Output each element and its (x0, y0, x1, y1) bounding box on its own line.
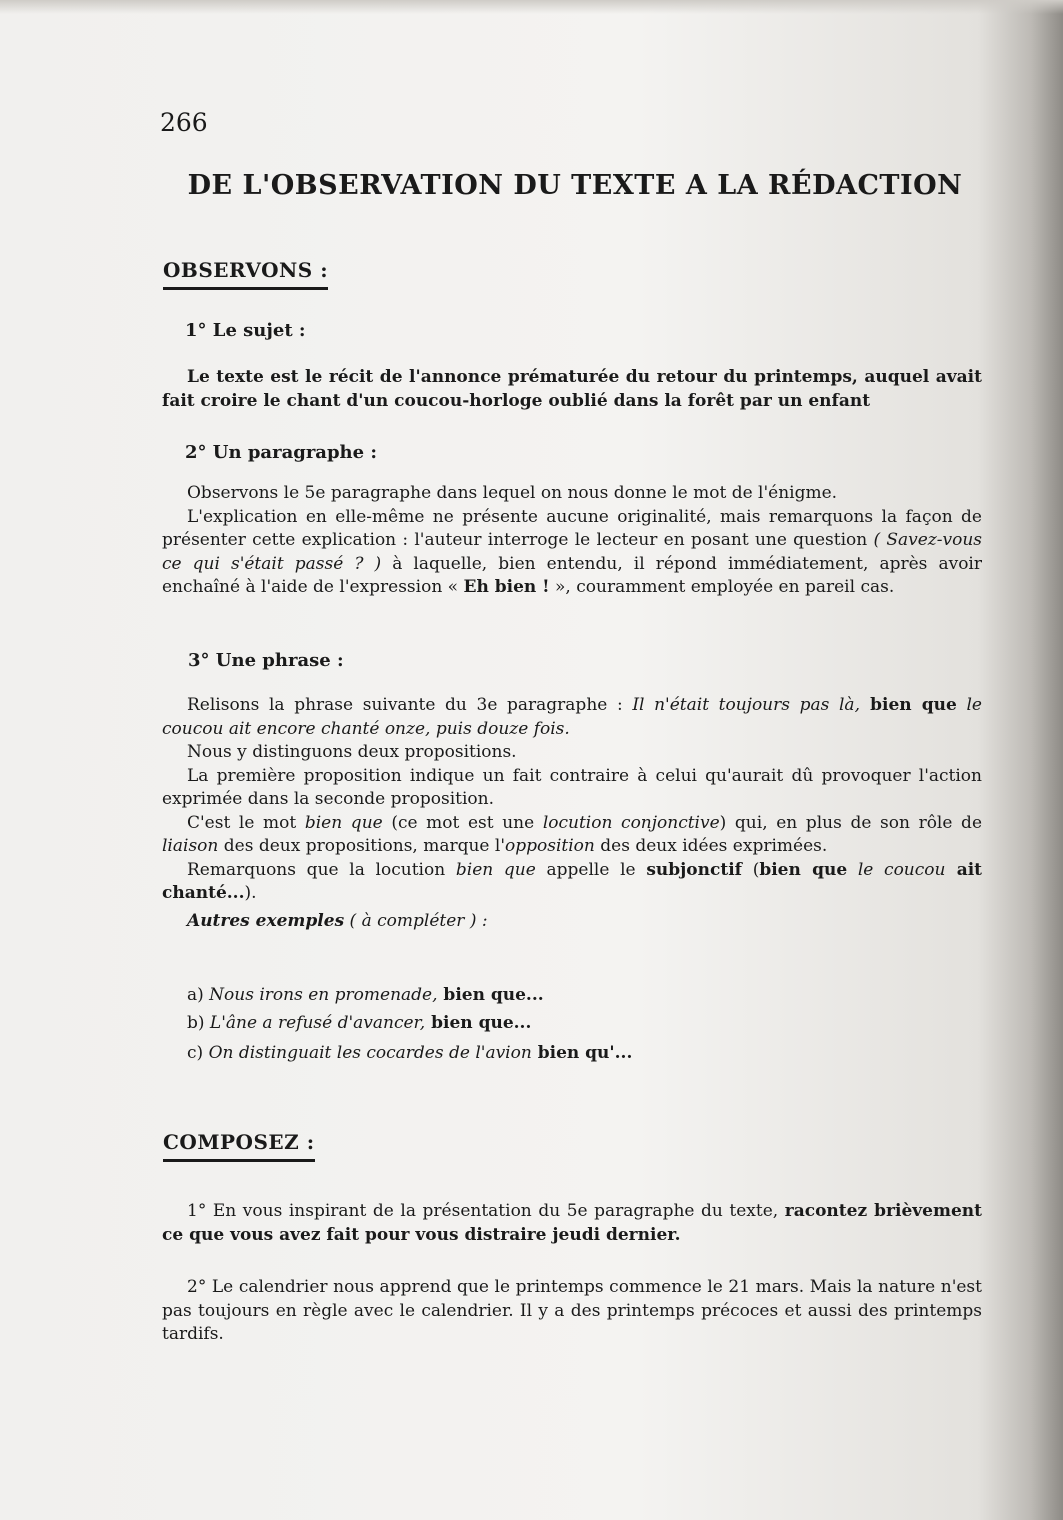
section-heading-composez: COMPOSEZ : (163, 1130, 315, 1162)
composez-item-2: 2° Le calendrier nous apprend que le printemps commence le 21 mars. Mais la nature n'est pas toujours en règle avec le calendrier. Il y a des printemps précoces et aussi des printemps tardifs. (162, 1277, 982, 1344)
subheading-paragraphe: 2° Un paragraphe : (185, 442, 378, 463)
autres-exemples: Autres exemples ( à compléter ) : (187, 910, 488, 931)
example-c: c) On distinguait les cocardes de l'avion bien qu'... (187, 1043, 633, 1063)
paragraphe-line2: L'explication en elle-même ne présente aucune originalité, mais remarquons la façon de présenter cette explication : l'auteur interroge le lecteur en posant une question ( Savez-vous ce qui s'était passé ? ) à laquelle, bien entendu, il répond immédiatement, après avoir enchaîné à l'aide de l'expression « Eh bien ! », couramment employée en pareil cas. (162, 506, 983, 597)
page-title: DE L'OBSERVATION DU TEXTE A LA RÉDACTION (187, 170, 963, 201)
phrase-p5: Remarquons que la locution bien que appelle le subjonctif (bien que le coucou ait chanté...). (162, 859, 983, 903)
subheading-sujet: 1° Le sujet : (185, 320, 306, 341)
page-number: 266 (160, 108, 208, 137)
section-heading-observons: OBSERVONS : (163, 258, 328, 290)
paragraph-sujet (162, 366, 982, 413)
paragraph-paragraphe (162, 482, 982, 600)
sujet-text: Le texte est le récit de l'annonce prématurée du retour du printemps, auquel avait fait croire le chant d'un coucou-horloge oublié dans la forêt par un enfant (162, 367, 982, 411)
composez-item-1: 1° En vous inspirant de la présentation du 5e paragraphe du texte, racontez brièvement ce que vous avez fait pour vous distraire jeudi dernier. (162, 1201, 982, 1245)
phrase-p1: Relisons la phrase suivante du 3e paragraphe : Il n'était toujours pas là, bien que le coucou ait encore chanté onze, puis douze fois. (162, 695, 982, 739)
example-a: a) Nous irons en promenade, bien que... (187, 985, 544, 1005)
paragraphe-line1: Observons le 5e paragraphe dans lequel on nous donne le mot de l'énigme. (187, 483, 838, 503)
phrase-p2: Nous y distinguons deux propositions. (187, 742, 517, 762)
phrase-p4: C'est le mot bien que (ce mot est une locution conjonctive) qui, en plus de son rôle de liaison des deux propositions, marque l'opposition des deux idées exprimées. (162, 812, 983, 856)
subheading-phrase: 3° Une phrase : (188, 650, 344, 671)
paragraph-phrase (162, 694, 982, 933)
phrase-p3: La première proposition indique un fait contraire à celui qu'aurait dû provoquer l'action exprimée dans la seconde proposition. (162, 765, 982, 809)
page-edge-shadow (0, 0, 1063, 14)
example-b: b) L'âne a refusé d'avancer, bien que... (187, 1013, 532, 1033)
